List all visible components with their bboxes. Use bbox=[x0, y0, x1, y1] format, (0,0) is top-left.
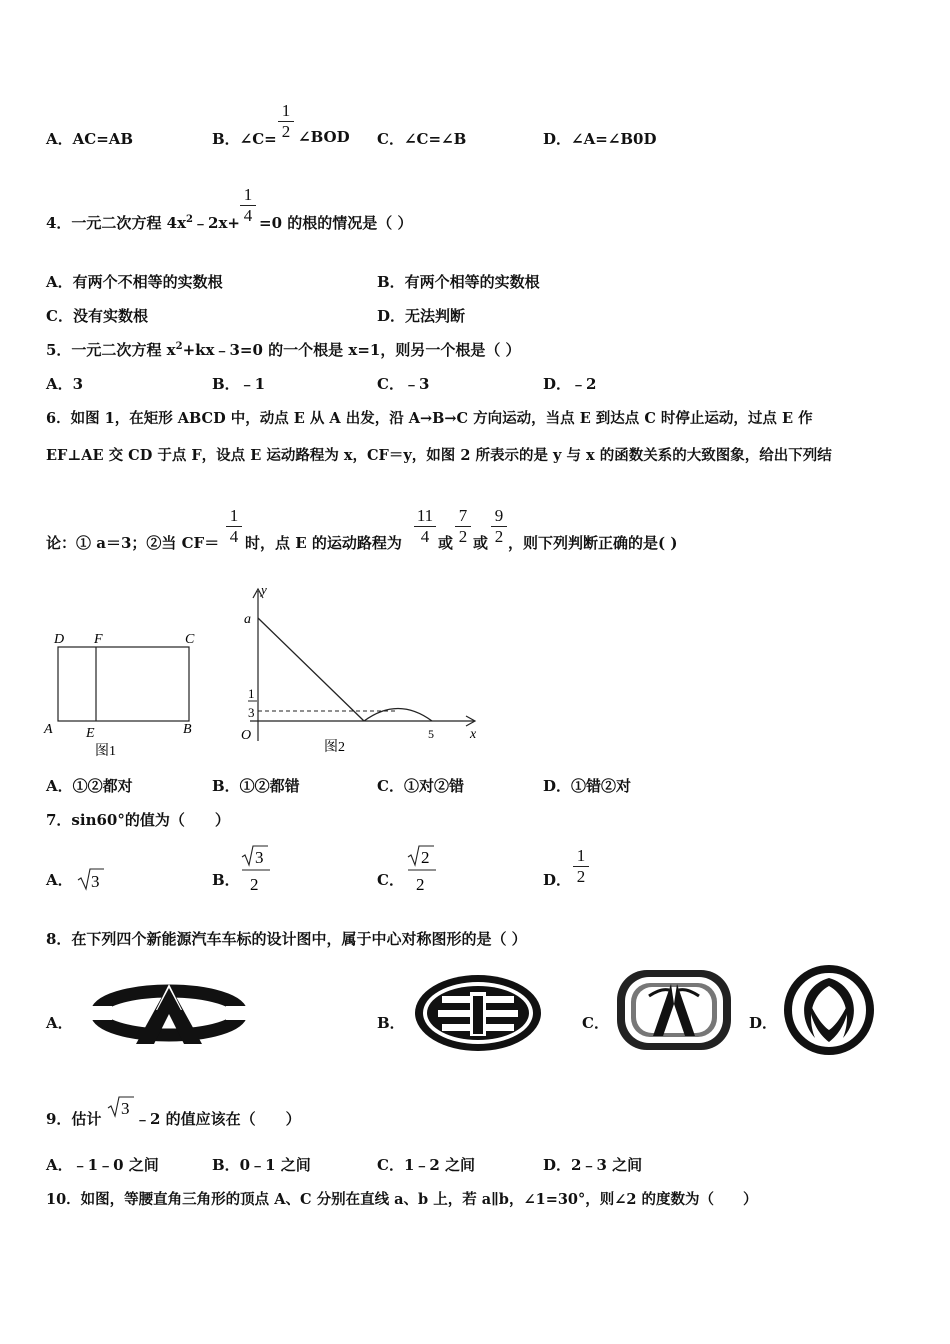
q9-sqrt bbox=[106, 1094, 136, 1120]
q8-logo-d bbox=[781, 964, 877, 1056]
q7-option-b[interactable]: B． bbox=[212, 871, 240, 889]
q9-stem-pre: 9．估计 bbox=[46, 1110, 102, 1128]
q3-option-a[interactable]: A．AC=AB bbox=[46, 130, 134, 148]
label-e: E bbox=[86, 726, 95, 741]
label-one: 1 bbox=[248, 686, 255, 701]
label-b: B bbox=[183, 722, 192, 737]
q6-stem-line1: 6．如图 1，在矩形 ABCD 中，动点 E 从 A 出发，沿 A→B→C 方向运动，当点 E 到达点 C 时停止运动，过点 E 作 bbox=[46, 410, 813, 427]
label-y: y bbox=[261, 583, 267, 597]
q3-b-fraction: 1 2 bbox=[277, 101, 295, 142]
q7-option-c[interactable]: C． bbox=[377, 871, 404, 889]
q6-option-b[interactable]: B．①②都错 bbox=[212, 777, 300, 795]
q5-option-c[interactable]: C．﹣3 bbox=[377, 375, 430, 393]
q7-stem: 7．sin60°的值为（ ） bbox=[46, 811, 230, 829]
figure2-caption: 图2 bbox=[324, 740, 345, 755]
q8-logo-c bbox=[613, 966, 735, 1054]
label-x: x bbox=[470, 727, 477, 742]
q8-stem: 8．在下列四个新能源汽车车标的设计图中，属于中心对称图形的是（ ） bbox=[46, 930, 527, 948]
q3-option-d[interactable]: D．∠A=∠B0D bbox=[543, 130, 657, 148]
q6-figure1 bbox=[40, 625, 210, 760]
q9-option-b[interactable]: B．0﹣1 之间 bbox=[212, 1156, 311, 1174]
label-f: F bbox=[94, 632, 103, 647]
q6-stem-line3b: 时，点 E 的运动路程为 bbox=[245, 534, 402, 552]
label-origin: O bbox=[241, 728, 252, 743]
q6-or-1: 或 bbox=[438, 534, 454, 552]
q4-option-a[interactable]: A．有两个不相等的实数根 bbox=[46, 273, 223, 291]
q4-option-d[interactable]: D．无法判断 bbox=[377, 307, 466, 325]
q9-stem-post: ﹣2 的值应该在（ ） bbox=[135, 1110, 301, 1128]
q3-option-b-tail: ∠BOD bbox=[298, 128, 350, 146]
q3-option-c[interactable]: C．∠C=∠B bbox=[377, 130, 467, 148]
q8-logo-a bbox=[86, 980, 252, 1048]
graph-curve bbox=[364, 709, 432, 722]
q6-stem-line3c: ，则下列判断正确的是( ) bbox=[508, 534, 678, 552]
q4-fraction: 1 4 bbox=[239, 185, 257, 226]
q8-option-d[interactable]: D． bbox=[749, 1014, 778, 1032]
q7-option-a-sqrt bbox=[76, 866, 106, 892]
q6-or-2: 或 bbox=[473, 534, 489, 552]
q6-fraction-11-4: 11 4 bbox=[413, 506, 437, 547]
q7-option-a[interactable]: A． bbox=[46, 871, 73, 889]
graph-line-segment bbox=[258, 618, 364, 721]
q6-cf-fraction: 1 4 bbox=[225, 506, 243, 547]
q9-option-a[interactable]: A．﹣1﹣0 之间 bbox=[46, 1156, 159, 1174]
q7-option-c-fraction bbox=[406, 843, 438, 895]
q5-stem: 5．一元二次方程 $x^2+kx﹣3=0$ 的一个根是 x=1，则另一个根是（ ） bbox=[46, 341, 521, 359]
q8-logo-b bbox=[412, 972, 544, 1054]
q6-stem-line2: EF⊥AE 交 CD 于点 F，设点 E 运动路程为 x，CF＝y，如图 2 所表示的是 y 与 x 的函数关系的大致图象，给出下列结 bbox=[46, 447, 832, 464]
q4-option-c[interactable]: C．没有实数根 bbox=[46, 307, 148, 325]
label-a-value: a bbox=[244, 612, 251, 627]
q5-option-a[interactable]: A．3 bbox=[46, 375, 84, 393]
q6-stem-line3a: 论：① a＝3；②当 CF＝ bbox=[46, 534, 220, 552]
q6-option-d[interactable]: D．①错②对 bbox=[543, 777, 632, 795]
q5-option-d[interactable]: D．﹣2 bbox=[543, 375, 597, 393]
label-d: D bbox=[54, 632, 65, 647]
q10-stem: 10．如图，等腰直角三角形的顶点 A、C 分别在直线 a、b 上，若 a∥b，∠1=30°，则∠2 的度数为（ ） bbox=[46, 1191, 758, 1208]
q3-option-b[interactable]: B．∠C= bbox=[212, 130, 277, 148]
svg-text:3: 3 bbox=[121, 1099, 130, 1118]
figure1-caption: 图1 bbox=[95, 744, 116, 759]
q7-option-d-fraction: 1 2 bbox=[572, 846, 590, 887]
label-three: 3 bbox=[248, 705, 255, 720]
label-five: 5 bbox=[428, 727, 434, 741]
q6-fraction-7-2: 7 2 bbox=[454, 506, 472, 547]
svg-text:2: 2 bbox=[250, 875, 259, 894]
q7-option-b-fraction bbox=[240, 843, 272, 895]
q8-option-c[interactable]: C． bbox=[582, 1014, 609, 1032]
q6-option-c[interactable]: C．①对②错 bbox=[377, 777, 464, 795]
q4-stem: 4．一元二次方程 $4x^2﹣2x+$ bbox=[46, 214, 240, 232]
svg-text:3: 3 bbox=[255, 848, 264, 867]
svg-text:2: 2 bbox=[416, 875, 425, 894]
q5-option-b[interactable]: B．﹣1 bbox=[212, 375, 266, 393]
svg-text:2: 2 bbox=[421, 848, 430, 867]
q4-option-b[interactable]: B．有两个相等的实数根 bbox=[377, 273, 540, 291]
q9-option-c[interactable]: C．1﹣2 之间 bbox=[377, 1156, 476, 1174]
q8-option-b[interactable]: B． bbox=[377, 1014, 405, 1032]
rectangle-abcd bbox=[58, 647, 189, 721]
q9-option-d[interactable]: D．2﹣3 之间 bbox=[543, 1156, 643, 1174]
label-c: C bbox=[185, 632, 195, 647]
svg-text:3: 3 bbox=[91, 872, 100, 891]
q6-option-a[interactable]: A．①②都对 bbox=[46, 777, 133, 795]
label-a: A bbox=[44, 722, 53, 737]
q6-figure2 bbox=[236, 583, 486, 758]
q7-option-d[interactable]: D． bbox=[543, 871, 572, 889]
q4-stem-tail: =0 的根的情况是（ ） bbox=[259, 214, 413, 232]
q8-option-a[interactable]: A． bbox=[46, 1014, 73, 1032]
q6-fraction-9-2: 9 2 bbox=[490, 506, 508, 547]
